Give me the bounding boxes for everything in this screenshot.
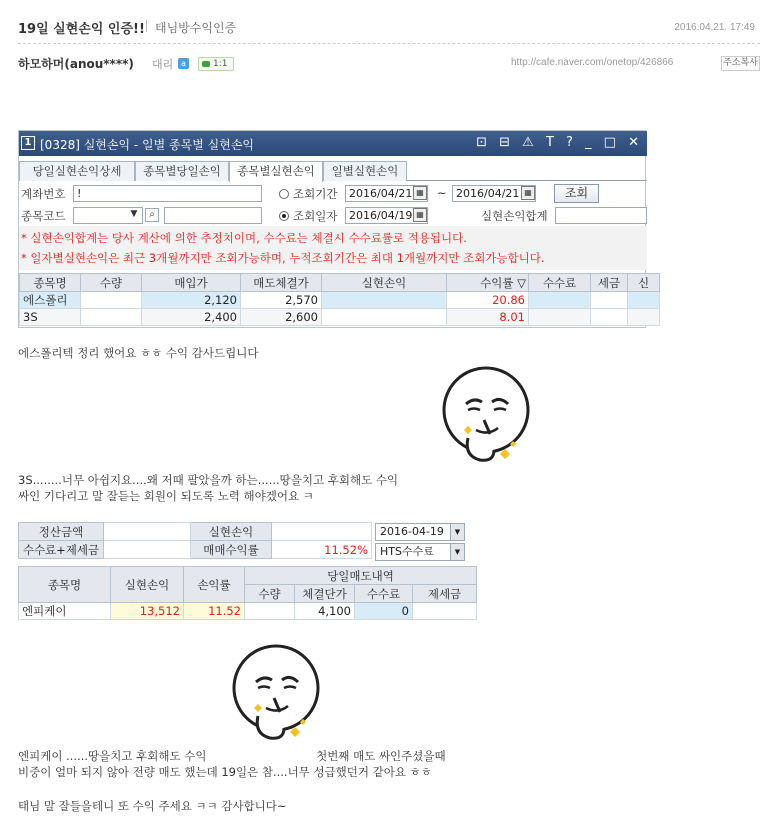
window-controls[interactable]: ⊡ ⊟ ⚠ T ? _ □ ✕: [476, 135, 643, 150]
fee-tax-value: [104, 541, 191, 559]
tab-stock-realized[interactable]: 종목별실현손익: [229, 161, 323, 182]
calendar-icon[interactable]: ▦: [413, 208, 427, 222]
post-paragraph-2: 3S........너무 아쉽지요....왜 저때 팔았을까 하는......땅을치고 후회해도 수익 싸인 기다리고 말 잘듣는 회원이 되도록 노력 해야겠어요 ㅋ: [18, 473, 399, 503]
cell-extra: [628, 292, 660, 309]
account-label: 계좌번호: [21, 187, 66, 201]
col-tax[interactable]: 제세금: [413, 585, 477, 603]
col-rate[interactable]: 수익률 ▽: [447, 274, 529, 292]
tab-bar: [19, 161, 647, 181]
hts-window-realized-pnl: [18, 130, 650, 328]
trade-rate-label: 매매수익률: [191, 541, 272, 559]
cell-fee: [529, 292, 591, 309]
account-input[interactable]: !: [73, 185, 262, 202]
table-row[interactable]: [20, 309, 660, 326]
chat-button[interactable]: [198, 57, 234, 71]
col-sell[interactable]: 매도체결가: [241, 274, 322, 292]
cell-name: 엔피케이: [19, 603, 111, 620]
col-pnl[interactable]: 실현손익: [111, 567, 184, 603]
post-paragraph-3: 엔피케이 ......땅을치고 후회해도 수익 첫번째 매도 싸인주셨을때 비중이 얼마 되지 않아 전량 매도 했는데 19일은 참....너무 성급했던거 같아요 ㅎㅎ: [18, 749, 446, 779]
title-separator: [146, 20, 147, 32]
cell-tax: [591, 309, 628, 326]
hts-window-settlement: [18, 522, 476, 625]
cell-extra: [628, 309, 660, 326]
col-today-sell: 당일매도내역: [245, 567, 477, 585]
realized-pnl-table: [19, 273, 660, 326]
pnl-label: 실현손익: [191, 523, 272, 541]
cell-fee: [529, 309, 591, 326]
pnl-value: [272, 523, 372, 541]
cell-rate: 8.01: [447, 309, 529, 326]
cell-sell: 2,600: [241, 309, 322, 326]
col-rate[interactable]: 손익률: [184, 567, 245, 603]
chevron-down-icon: ▼: [450, 544, 464, 560]
chat-count: 1:1: [213, 59, 228, 69]
settle-value: [104, 523, 191, 541]
fee-tax-label: 수수료+제세금: [19, 541, 104, 559]
fee-mode-value: HTS수수료: [380, 545, 434, 558]
sum-label: 실현손익합계: [481, 209, 548, 223]
cell-buy: 2,120: [142, 292, 241, 309]
col-name[interactable]: 종목명: [19, 567, 111, 603]
period-from-input[interactable]: 2016/04/21: [345, 185, 428, 202]
period-tilde: ~: [437, 186, 447, 200]
cell-tax: [591, 292, 628, 309]
date-select-value: 2016-04-19: [380, 525, 444, 538]
fee-mode-select[interactable]: [375, 543, 465, 561]
tab-daily-realized[interactable]: 일별실현손익: [323, 161, 407, 181]
col-qty[interactable]: 수량: [245, 585, 295, 603]
col-fee[interactable]: 수수료: [529, 274, 591, 292]
tab-stock-today[interactable]: 종목별당일손익: [135, 161, 229, 181]
notice-line-2: * 일자별실현손익은 최근 3개월까지만 조회가능하며, 누적조회기간은 최대 1개월까지만 조회가능합니다.: [21, 251, 545, 265]
window-number-icon: 1: [21, 136, 35, 150]
cell-qty: [81, 309, 142, 326]
period-to-input[interactable]: 2016/04/21: [452, 185, 536, 202]
cell-sell: 2,570: [241, 292, 322, 309]
cell-name: 3S: [20, 309, 81, 326]
cell-tax: [413, 603, 477, 620]
date-label: 조회일자: [293, 209, 338, 223]
settle-label: 정산금액: [19, 523, 104, 541]
cell-pnl: [322, 309, 447, 326]
cell-price: 4,100: [295, 603, 355, 620]
window-titlebar: [19, 131, 647, 156]
cell-qty: [245, 603, 295, 620]
tab-today-detail[interactable]: 당일실현손익상세: [19, 161, 135, 181]
cell-pnl: [322, 292, 447, 309]
emoticon-smirk-icon: [438, 366, 530, 472]
table-header: [20, 274, 660, 292]
period-label: 조회기간: [293, 187, 338, 201]
period-radio[interactable]: [279, 189, 289, 199]
col-buy[interactable]: 매입가: [142, 274, 241, 292]
notice-line-1: * 실현손익합계는 당사 계산에 의한 추정치이며, 수수료는 체결시 수수료률로 적용됩니다.: [21, 231, 467, 245]
window-title: [0328] 실현손익 - 일별 종목별 실현손익: [40, 138, 255, 152]
sum-field: [555, 207, 647, 224]
author-level: 대리: [152, 58, 174, 71]
date-radio[interactable]: [279, 211, 289, 221]
col-price[interactable]: 체결단가: [295, 585, 355, 603]
query-button[interactable]: 조회: [554, 184, 599, 203]
trade-rate-value: 11.52%: [272, 541, 372, 559]
date-input[interactable]: 2016/04/19: [345, 207, 428, 224]
post-date: 2016.04.21. 17:49: [674, 22, 755, 33]
cell-rate: 11.52: [184, 603, 245, 620]
calendar-icon[interactable]: ▦: [413, 186, 427, 200]
post-paragraph-4: 태님 말 잘들을테니 또 수익 주세요 ㅋㅋ 감사합니다~: [18, 799, 287, 813]
cell-buy: 2,400: [142, 309, 241, 326]
post-paragraph-1: 에스폴리텍 정리 했어요 ㅎㅎ 수익 감사드립니다: [18, 346, 259, 360]
header-divider: [18, 43, 760, 44]
cell-pnl: 13,512: [111, 603, 184, 620]
today-sell-table: [18, 566, 477, 620]
stock-code-label: 종목코드: [21, 209, 66, 223]
col-fee[interactable]: 수수료: [355, 585, 413, 603]
table-row[interactable]: [20, 292, 660, 309]
comment-icon: [202, 61, 210, 67]
cell-fee: 0: [355, 603, 413, 620]
emoticon-smirk-icon: [228, 644, 320, 750]
table-row[interactable]: [19, 603, 477, 620]
calendar-icon[interactable]: ▦: [521, 186, 535, 200]
copy-address-button[interactable]: 주소복사: [721, 56, 760, 71]
cell-rate: 20.86: [447, 292, 529, 309]
dropdown-icon[interactable]: ▼: [130, 209, 138, 219]
col-qty[interactable]: 수량: [81, 274, 142, 292]
post-title: 19일 실현손익 인증!!: [18, 22, 145, 37]
post-category-link[interactable]: 태님방수익인증: [155, 21, 237, 35]
date-select[interactable]: [375, 523, 465, 541]
chevron-down-icon: ▼: [450, 524, 464, 540]
col-extra[interactable]: 신: [628, 274, 660, 292]
col-name[interactable]: 종목명: [20, 274, 81, 292]
col-tax[interactable]: 세금: [591, 274, 628, 292]
search-icon[interactable]: ⌕: [145, 208, 159, 222]
level-badge-icon: a: [178, 58, 189, 69]
col-pnl[interactable]: 실현손익: [322, 274, 447, 292]
stock-name-field: [164, 207, 262, 224]
post-url[interactable]: http://cafe.naver.com/onetop/426866: [511, 57, 674, 68]
cell-name: 에스폴리: [20, 292, 81, 309]
author-name[interactable]: 하모하머(anou****): [18, 57, 134, 71]
cell-qty: [81, 292, 142, 309]
